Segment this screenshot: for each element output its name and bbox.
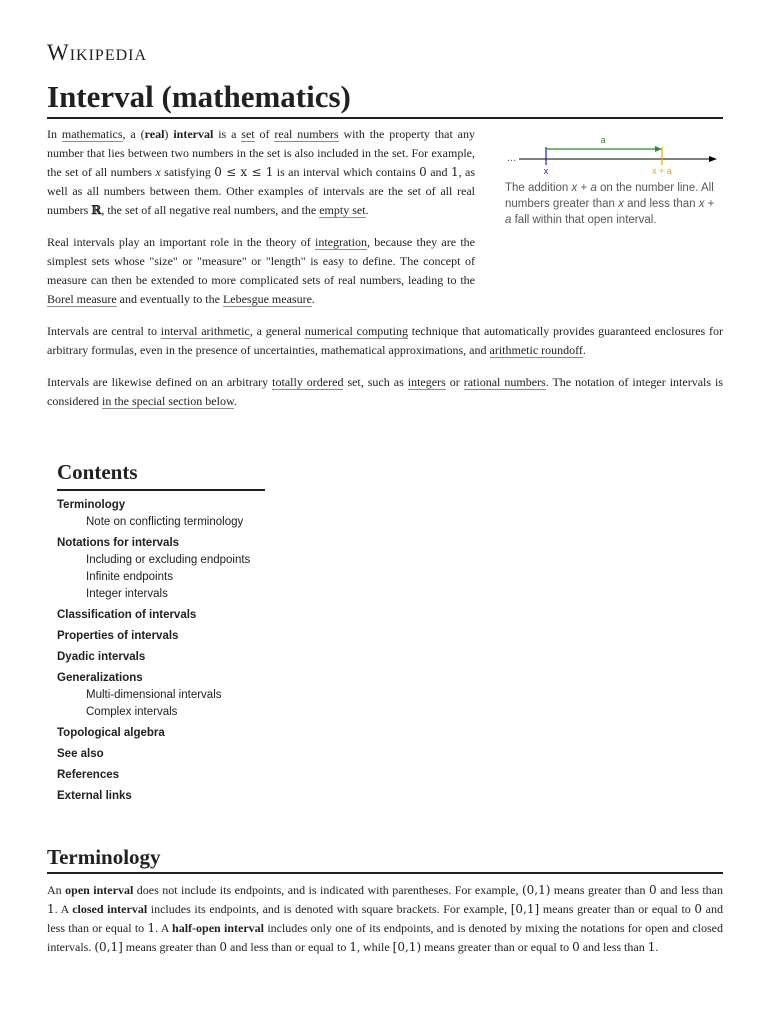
math-a: a — [590, 182, 597, 194]
toc-item-see-also[interactable]: See also — [57, 748, 104, 760]
link-integers[interactable]: integers — [407, 375, 446, 389]
text: on the number line. All numbers greater than — [505, 182, 714, 210]
link-special-section[interactable]: in the special section below — [101, 394, 234, 408]
math-one: 1 — [47, 902, 55, 916]
math-zero: 0 — [694, 902, 703, 916]
math-x: x — [698, 198, 705, 210]
text: set, such as — [343, 375, 408, 389]
math-x: x — [571, 182, 578, 194]
intro-paragraph-4 — [47, 373, 723, 411]
text: , as well as all numbers between them. Other examples of intervals are the set of all real numbers — [47, 165, 476, 217]
number-line-figure — [505, 128, 725, 228]
text: and less than or equal to — [227, 940, 350, 954]
toc-item-integer-intervals[interactable]: Integer intervals — [86, 588, 168, 600]
math-half-open-interval-2: [0,1) — [392, 940, 422, 954]
text: and eventually to the — [116, 292, 223, 306]
toc-item-note-on-conflicting-terminology[interactable]: Note on conflicting terminology — [86, 516, 244, 528]
text: ) — [164, 127, 174, 141]
text: technique that automatically provides guaranteed enclosures for arbitrary formulas, even in the presence of uncertainties, mathematical approximations, and — [47, 324, 724, 357]
link-lebesgue-measure[interactable]: Lebesgue measure — [222, 292, 312, 306]
link-mathematics[interactable]: mathematics — [61, 127, 123, 141]
math-one: 1 — [450, 165, 459, 179]
bold-closed-interval: closed interval — [72, 902, 148, 916]
text: and less than or equal to — [47, 902, 724, 935]
text: fall within that open interval. — [511, 214, 657, 226]
bold-interval: interval — [173, 127, 214, 141]
math-one: 1 — [147, 921, 156, 935]
math-inequality: 0 ≤ x ≤ 1 — [214, 165, 274, 179]
toc-item-classification-of-intervals[interactable]: Classification of intervals — [57, 609, 197, 621]
math-a: a — [505, 214, 512, 226]
text: . — [655, 940, 659, 954]
bold-half-open-interval: half-open interval — [172, 921, 265, 935]
terminology-paragraph — [47, 881, 723, 957]
math-zero: 0 — [648, 883, 657, 897]
math-x: x — [155, 165, 161, 179]
text: means greater than or equal to — [539, 902, 695, 916]
section-heading-terminology: Terminology — [47, 845, 723, 874]
text: . — [311, 292, 315, 306]
intro-paragraph-2 — [47, 233, 475, 309]
toc-item-topological-algebra[interactable]: Topological algebra — [57, 727, 165, 739]
toc-title: Contents — [57, 460, 265, 491]
text: Intervals are central to — [47, 324, 161, 338]
link-real-numbers[interactable]: real numbers — [274, 127, 339, 141]
text: or — [445, 375, 464, 389]
figure-caption — [505, 180, 715, 228]
text: . — [365, 203, 369, 217]
text: . A — [54, 902, 73, 916]
link-set[interactable]: set — [241, 127, 255, 141]
text: , the set of all negative real numbers, and the — [101, 203, 320, 217]
text: + — [577, 182, 591, 194]
text: does not include its endpoints, and is indicated with parentheses. For example, — [133, 883, 522, 897]
text: is a — [213, 127, 242, 141]
math-reals: ℝ — [91, 203, 102, 217]
bold-real: real — [144, 127, 165, 141]
toc-item-external-links[interactable]: External links — [57, 790, 132, 802]
text: Intervals are likewise defined on an arbitrary — [47, 375, 273, 389]
text: includes only one of its endpoints, and is denoted by mixing the notations for open and closed intervals. — [47, 921, 723, 954]
text: , while — [357, 940, 393, 954]
text: . — [582, 343, 586, 357]
text: satisfying — [160, 165, 215, 179]
ellipsis-label: ... — [507, 152, 517, 164]
x-plus-a-label: x + a — [652, 166, 672, 176]
text: and less than — [623, 198, 699, 210]
link-integration[interactable]: integration — [314, 235, 367, 249]
table-of-contents — [57, 460, 265, 805]
toc-item-properties-of-intervals[interactable]: Properties of intervals — [57, 630, 179, 642]
text: An — [47, 883, 66, 897]
text: means greater than or equal to — [421, 940, 573, 954]
text: In — [47, 127, 62, 141]
math-one: 1 — [647, 940, 656, 954]
toc-item-notations-for-intervals[interactable]: Notations for intervals — [57, 537, 180, 549]
toc-item-infinite-endpoints[interactable]: Infinite endpoints — [86, 571, 173, 583]
page-title: Interval (mathematics) — [47, 78, 723, 119]
math-closed-interval: [0,1] — [510, 902, 540, 916]
text: . The notation of integer intervals is considered — [47, 375, 724, 408]
text: with the property that any number that lies between two numbers in the set is also included in the set. For example, the set of all numbers — [47, 127, 475, 179]
intro-paragraph-1 — [47, 125, 475, 220]
text: and less than — [579, 940, 648, 954]
link-interval-arithmetic[interactable]: interval arithmetic — [160, 324, 250, 338]
link-rational-numbers[interactable]: rational numbers — [463, 375, 546, 389]
toc-item-including-or-excluding-endpoints[interactable]: Including or excluding endpoints — [86, 554, 251, 566]
link-empty-set[interactable]: empty set — [319, 203, 366, 217]
bold-open-interval: open interval — [65, 883, 134, 897]
x-label: x — [543, 166, 549, 176]
text: and less than — [656, 883, 723, 897]
text: is an interval which contains — [273, 165, 420, 179]
intro-paragraph-3 — [47, 322, 723, 360]
link-arithmetic-roundoff[interactable]: arithmetic roundoff — [489, 343, 583, 357]
math-zero: 0 — [219, 940, 228, 954]
text: and — [426, 165, 451, 179]
number-line-diagram — [505, 128, 725, 178]
link-numerical-computing[interactable]: numerical computing — [304, 324, 408, 338]
axis-arrow-head — [709, 156, 717, 162]
wikipedia-logo[interactable]: Wikipedia — [47, 40, 148, 65]
toc-item-dyadic-intervals[interactable]: Dyadic intervals — [57, 651, 146, 663]
toc-list — [57, 497, 265, 805]
toc-item-multi-dimensional-intervals[interactable]: Multi-dimensional intervals — [86, 689, 222, 701]
toc-item-complex-intervals[interactable]: Complex intervals — [86, 706, 178, 718]
math-one: 1 — [349, 940, 357, 954]
text: means greater than — [122, 940, 220, 954]
link-borel-measure[interactable]: Borel measure — [47, 292, 117, 306]
text: Real intervals play an important role in the theory of — [47, 235, 315, 249]
text: . — [233, 394, 237, 408]
a-arrow-head — [655, 146, 662, 152]
math-zero: 0 — [419, 165, 427, 179]
text: means greater than — [550, 883, 649, 897]
text: includes its endpoints, and is denoted with square brackets. For example, — [147, 902, 511, 916]
a-label: a — [600, 135, 606, 145]
text: of — [254, 127, 275, 141]
math-x: x — [618, 198, 624, 210]
toc-item-references[interactable]: References — [57, 769, 120, 781]
toc-item-terminology[interactable]: Terminology — [57, 499, 126, 511]
math-half-open-interval-1: (0,1] — [94, 940, 123, 954]
toc-item-generalizations[interactable]: Generalizations — [57, 672, 143, 684]
link-totally-ordered[interactable]: totally ordered — [272, 375, 344, 389]
math-open-interval: (0,1) — [521, 883, 551, 897]
math-zero: 0 — [572, 940, 580, 954]
text: . A — [155, 921, 173, 935]
text: , a general — [249, 324, 305, 338]
text: + — [704, 198, 715, 210]
text: , a ( — [122, 127, 145, 141]
text: , because they are the simplest sets whose "size" or "measure" or "length" is easy to define. The concept of measure can then be extended to more complicated sets of real numbers, leading to the — [47, 235, 475, 287]
text: The addition — [505, 182, 572, 194]
